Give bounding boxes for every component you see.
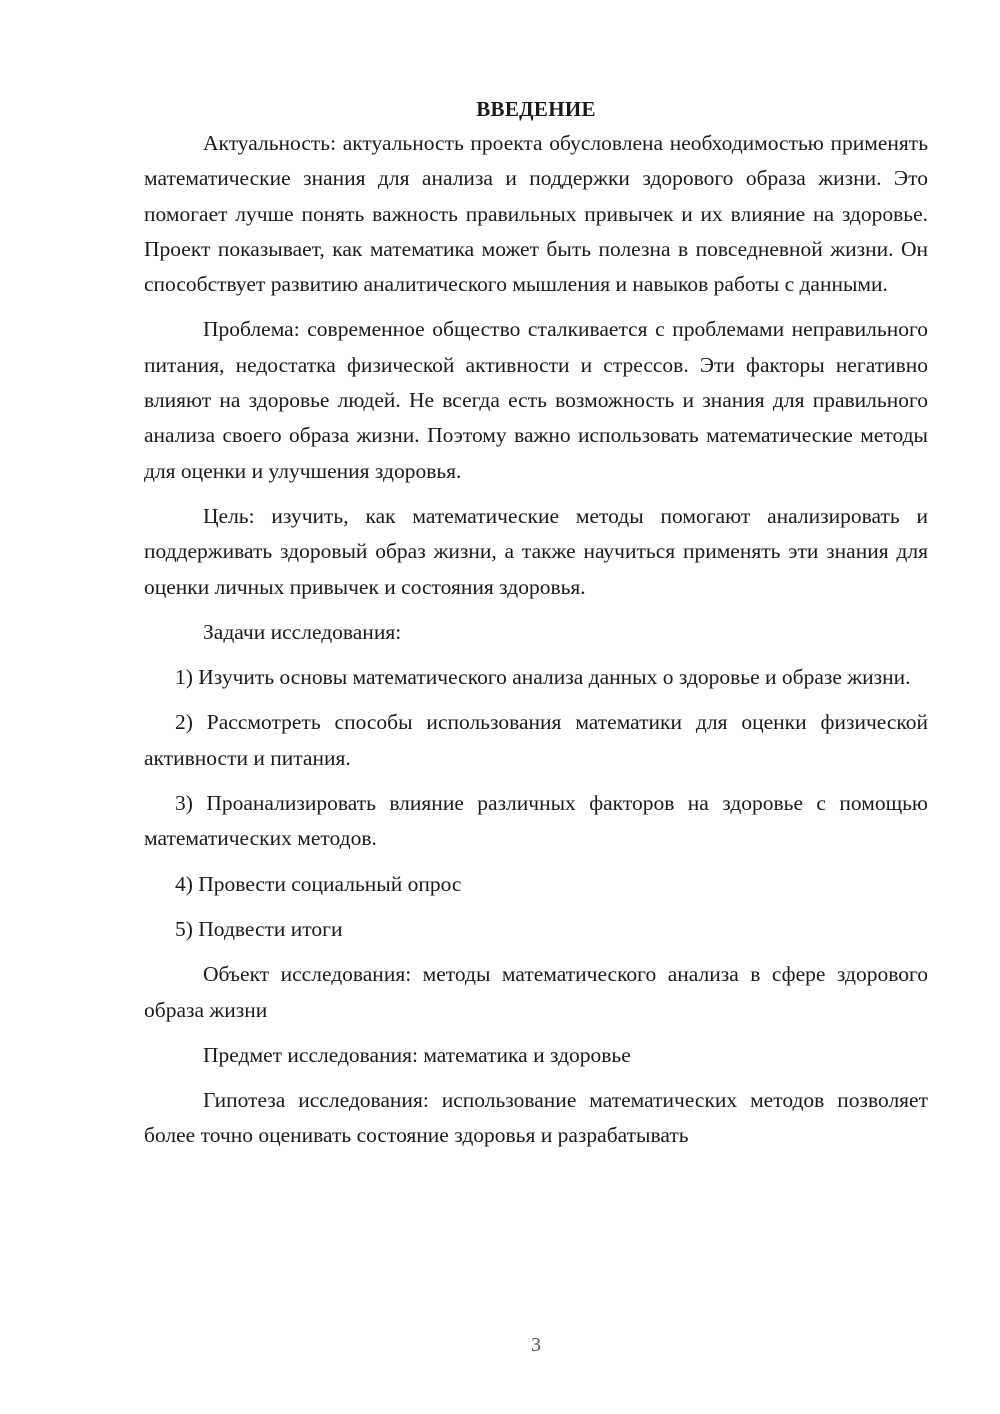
page-title: ВВЕДЕНИЕ [476, 97, 596, 121]
tasks-heading: Задачи исследования: [203, 619, 402, 644]
task-item-5: 5) Подвести итоги [175, 916, 343, 941]
task-item-1: 1) Изучить основы математического анализа данных о здоровье и образе жизни. [175, 665, 911, 690]
task-item-2: 2) Рассмотреть способы использования математики для оценки физической активности и питания. [144, 710, 928, 770]
document-page [144, 92, 928, 1164]
tasks-list [144, 660, 928, 947]
problem-paragraph: Проблема: современное общество сталкивается с проблемами неправильного питания, недостатка физической активности и стрессов. Эти факторы негативно влияют на здоровье людей. Не всегда есть возможность и знания для правильного анализа своего образа жизни. Поэтому важно использовать математические методы для оценки и улучшения здоровья. [144, 317, 928, 483]
subject-paragraph: Предмет исследования: математика и здоровье [203, 1042, 631, 1067]
goal-paragraph: Цель: изучить, как математические методы помогают анализировать и поддерживать здоровый образ жизни, а также научиться применять эти знания для оценки личных привычек и состояния здоровья. [144, 503, 928, 599]
relevance-paragraph: Актуальность: актуальность проекта обусловлена необходимостью применять математические знания для анализа и поддержки здорового образа жизни. Это помогает лучше понять важность правильных привычек и их влияние на здоровье. Проект показывает, как математика может быть полезна в повседневной жизни. Он способствует развитию аналитического мышления и навыков работы с данными. [144, 131, 928, 297]
task-item-4: 4) Провести социальный опрос [175, 871, 462, 896]
task-item-3: 3) Проанализировать влияние различных факторов на здоровье с помощью математических методов. [144, 791, 928, 851]
page-number: 3 [531, 1334, 541, 1356]
hypothesis-paragraph: Гипотеза исследования: использование математических методов позволяет более точно оценивать состояние здоровья и разрабатывать [144, 1088, 928, 1148]
object-paragraph: Объект исследования: методы математического анализа в сфере здорового образа жизни [144, 962, 928, 1022]
